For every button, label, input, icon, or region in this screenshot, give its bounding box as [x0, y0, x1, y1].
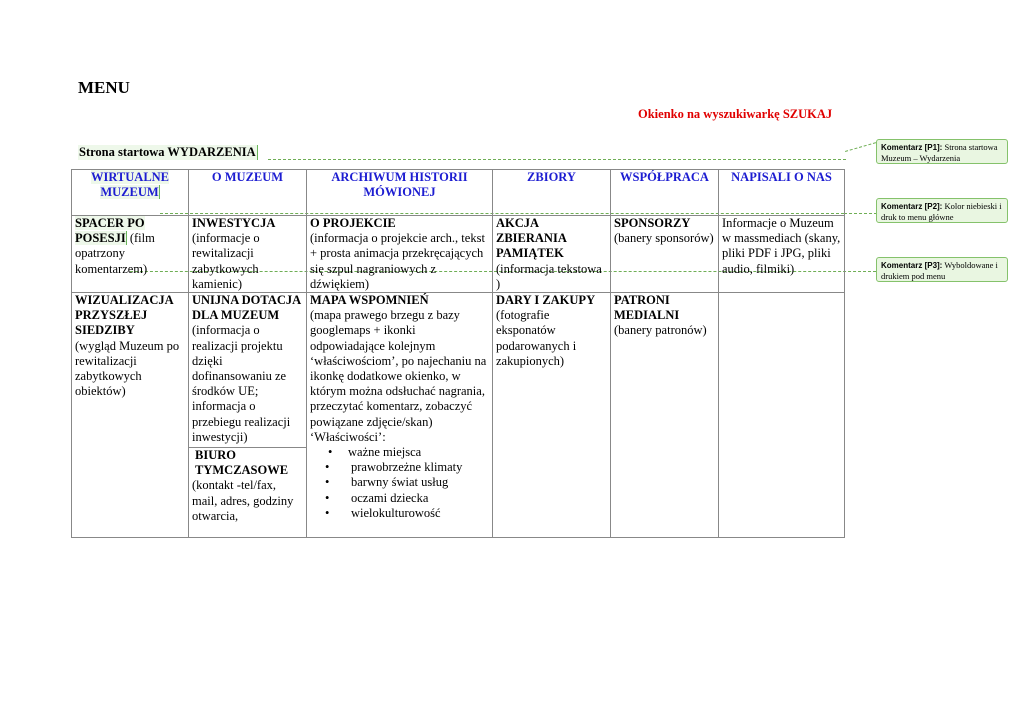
list-item: • barwny świat usług	[325, 475, 449, 490]
header-wspolpraca[interactable]: WSPÓŁPRACA	[611, 170, 719, 216]
cell-inwestycja: INWESTYCJA (informacje o rewitalizacji zabytkowych kamienic)	[189, 216, 307, 293]
header-zbiory[interactable]: ZBIORY	[493, 170, 611, 216]
list-item: • prawobrzeżne klimaty	[325, 460, 463, 475]
page-title: MENU	[78, 78, 130, 97]
cell-spacer: SPACER PO POSESJI (film opatrzony komentarzem)	[72, 216, 189, 293]
comment-p3[interactable]: Komentarz [P3]: Wyboldowane i drukiem pod menu	[876, 257, 1008, 282]
menu-table	[71, 169, 845, 538]
cell-wizualizacja: WIZUALIZACJA PRZYSZŁEJ SIEDZIBY (wygląd Muzeum po rewitalizacji zabytkowych obiektów)	[72, 293, 189, 538]
search-note: Okienko na wyszukiwarkę SZUKAJ	[638, 107, 833, 121]
list-item: • oczami dziecka	[325, 490, 429, 505]
cell-dary: DARY I ZAKUPY (fotografie eksponatów podarowanych i zakupionych)	[493, 293, 611, 538]
table-header-row	[72, 170, 845, 216]
cell-empty	[719, 293, 845, 538]
header-napisali-o-nas[interactable]: NAPISALI O NAS	[719, 170, 845, 216]
cell-mapa-wspomnien: MAPA WSPOMNIEŃ (mapa prawego brzegu z bazy googlemaps + ikonki odpowiadające kolejnym ‘właściwościom’, po najechaniu na ikonkę dodatkowe okienko, w którym można odsłuchać nagrania, przeczytać komentarz, zobaczyć powiązane zdjęcie/skan) ‘Właściwości’: • ważne miejsca • prawobrzeżne klimaty • barwny świat usług • oczami dziecka • wielokulturowość	[307, 293, 493, 538]
list-item: • wielokulturowość	[325, 505, 441, 520]
header-o-muzeum[interactable]: O MUZEUM	[189, 170, 307, 216]
comment-p1[interactable]: Komentarz [P1]: Strona startowa Muzeum – Wydarzenia	[876, 139, 1008, 164]
table-row	[72, 293, 845, 538]
header-wirtualne-muzeum[interactable]: WIRTUALNE MUZEUM	[72, 170, 189, 216]
cell-unijna-dotacja: UNIJNA DOTACJA DLA MUZEUM (informacja o realizacji projektu dzięki dofinansowaniu ze środków UE; informacja o przebiegu realizacji inwestycji) BIURO TYMCZASOWE (kontakt -tel/fax, mail, adres, godziny otwarcia,	[189, 293, 307, 538]
cell-sponsorzy: SPONSORZY (banery sponsorów)	[611, 216, 719, 293]
cell-massmedia: Informacje o Muzeum w massmediach (skany, pliki PDF i JPG, pliki audio, filmiki)	[719, 216, 845, 293]
biuro-tymczasowe: BIURO TYMCZASOWE (kontakt -tel/fax, mail, adres, godziny otwarcia,	[189, 447, 306, 524]
list-item: • ważne miejsca	[328, 445, 422, 460]
comment-connector-1	[268, 159, 846, 160]
comment-connector-1b	[845, 142, 876, 152]
start-page-label: Strona startowa WYDARZENIA	[79, 145, 256, 159]
header-archiwum[interactable]: ARCHIWUM HISTORII MÓWIONEJ	[307, 170, 493, 216]
cell-patroni: PATRONI MEDIALNI (banery patronów)	[611, 293, 719, 538]
comment-p2[interactable]: Komentarz [P2]: Kolor niebieski i druk to menu główne	[876, 198, 1008, 223]
table-row	[72, 216, 845, 293]
cell-o-projekcie: O PROJEKCIE (informacja o projekcie arch., tekst + prosta animacja przekręcających się szpul nagraniowych z dźwiękiem)	[307, 216, 493, 293]
comment-connector-2b	[844, 213, 877, 214]
wlasciwosci-list	[310, 445, 489, 521]
cell-akcja: AKCJA ZBIERANIA PAMIĄTEK (informacja tekstowa )	[493, 216, 611, 293]
